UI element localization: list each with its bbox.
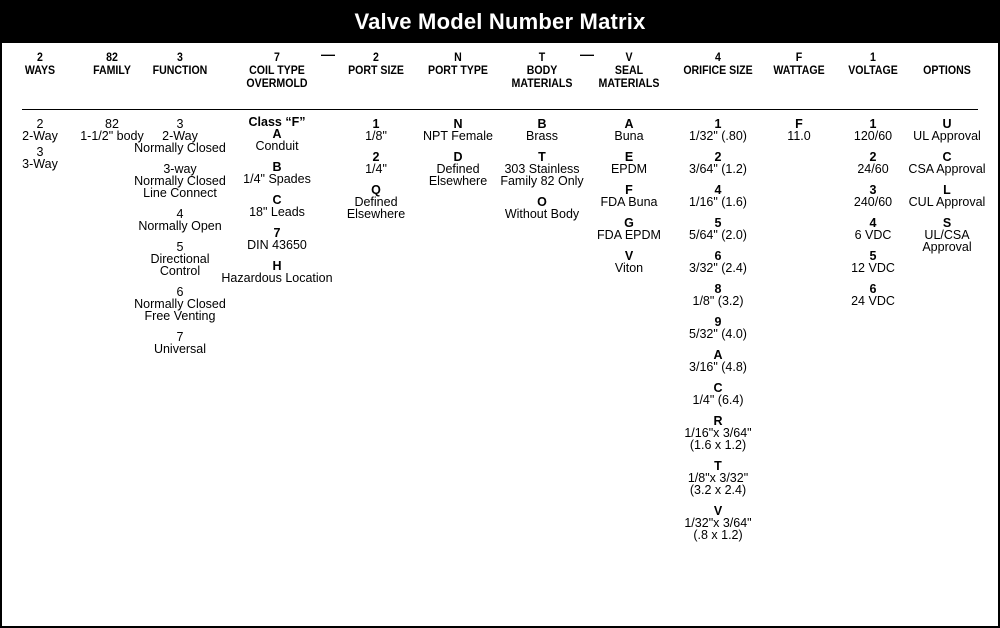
column-header [500,52,585,91]
option-entry [673,382,763,406]
option-description: NPT Female [423,129,493,143]
option-entry [496,151,588,187]
column-label: ORIFICE SIZE [683,65,753,77]
column-label: OPTIONS [923,65,971,77]
column-label: BODY [526,65,558,77]
option-code: U [942,117,952,131]
column-code: F [795,52,803,64]
option-description: Normally Open [138,219,222,233]
option-description: 1/4" Spades [243,172,311,186]
option-code: 6 [869,282,877,296]
option-entry [673,151,763,175]
option-description: 3 [36,145,44,159]
column-label: WATTAGE [773,65,825,77]
option-description: 3-Way [22,157,58,171]
option-code: F [795,117,803,131]
option-description: Free Venting [144,309,216,323]
option-description: Defined [436,162,480,176]
column-entries [331,118,421,229]
option-description: Universal [153,342,207,356]
option-description: Conduit [255,139,299,153]
option-entry [130,241,230,277]
option-entry [673,316,763,340]
option-description: 240/60 [853,195,893,209]
option-description: FDA Buna [600,195,658,209]
option-description: 6 [176,285,184,299]
option-description: 5/64" (2.0) [689,228,747,242]
option-code: 9 [714,315,722,329]
option-entry [833,250,913,274]
option-entry [496,118,588,142]
option-code: B [272,160,282,174]
option-entry [589,250,669,274]
option-description: 1/8"x 3/32" [687,471,749,485]
option-description: 3 [176,117,184,131]
option-entry [589,217,669,241]
column-header [677,52,760,78]
option-description: Normally Closed [134,174,226,188]
option-description: 2 [36,117,44,131]
option-description: UL/CSA [924,228,970,242]
option-description: CUL Approval [908,195,986,209]
separator-dash: — [321,46,335,62]
option-code: Q [371,183,381,197]
option-description: Buna [614,129,644,143]
option-description: 1-1/2" body [80,129,144,143]
option-code: A [272,127,282,141]
column-label: VOLTAGE [848,65,898,77]
option-description: 11.0 [787,129,811,143]
column-label: WAYS [24,65,56,77]
option-description: 1/32" (.80) [689,129,747,143]
option-entry [331,151,421,175]
column-label: OVERMOLD [246,78,308,90]
option-code: F [625,183,633,197]
option-description: 1/16" (1.6) [689,195,747,209]
column-entries [130,118,230,364]
page-title: Valve Model Number Matrix [354,8,646,34]
option-entry [10,146,70,170]
option-description: 1/16"x 3/64" [684,426,752,440]
option-description: 5/32" (4.0) [689,327,747,341]
option-code: C [713,381,723,395]
option-description: 303 Stainless [504,162,580,176]
option-entry [673,250,763,274]
option-entry [217,194,337,218]
option-code: 2 [714,150,722,164]
column-header [134,52,226,78]
option-code: O [537,195,547,209]
option-description: Viton [614,261,644,275]
option-entry [833,151,913,175]
column-entries [902,118,992,262]
option-description: UL Approval [913,129,981,143]
option-entry [673,283,763,307]
option-entry [413,118,503,142]
option-code: V [624,249,634,263]
option-code: 4 [869,216,877,230]
option-entry [764,118,834,142]
option-entry [589,151,669,175]
option-code: 2 [372,150,380,164]
column-header [222,52,332,91]
option-description: Normally Closed [134,141,226,155]
option-description: 24/60 [857,162,889,176]
option-entry [833,184,913,208]
column-entries [589,118,669,283]
option-entry [217,161,337,185]
option-description: Without Body [504,207,580,221]
option-code: V [713,504,723,518]
option-code: 1 [372,117,380,131]
option-description: 18" Leads [249,205,305,219]
column-code: V [625,52,633,64]
option-entry [130,118,230,154]
column-header [335,52,418,78]
column-code: 3 [177,52,183,64]
column-entries [833,118,913,316]
option-code: T [714,459,722,473]
option-description: FDA EPDM [597,228,661,242]
option-entry [833,217,913,241]
option-description: 4 [176,207,184,221]
option-entry [673,184,763,208]
option-entry [833,283,913,307]
option-entry [902,184,992,208]
column-label: MATERIALS [598,78,660,90]
column-code: 82 [106,52,118,64]
option-description: 2-Way [22,129,58,143]
option-description: Normally Closed [134,297,226,311]
option-code: T [538,150,546,164]
column-entries [764,118,834,151]
option-code: D [453,150,463,164]
option-entry [217,260,337,284]
option-code: A [713,348,723,362]
column-code: 4 [715,52,721,64]
column-code: 2 [373,52,379,64]
option-description: Control [159,264,201,278]
column-label: PORT SIZE [348,65,404,77]
column-code: 7 [274,52,280,64]
option-code: G [624,216,634,230]
option-entry [833,118,913,142]
option-code: 7 [273,226,281,240]
option-description: 1/32"x 3/64" [684,516,752,530]
option-code: 5 [714,216,722,230]
option-entry [673,118,763,142]
option-description: 3/32" (2.4) [689,261,747,275]
option-code: H [272,259,282,273]
option-description: 3/16" (4.8) [689,360,747,374]
column-label: FAMILY [93,65,131,77]
column-label: FUNCTION [152,65,208,77]
option-code: 2 [869,150,877,164]
option-code: B [537,117,547,131]
option-entry [673,460,763,496]
option-code: L [943,183,951,197]
column-label: COIL TYPE [249,65,305,77]
option-code: 8 [714,282,722,296]
option-code: 4 [714,183,722,197]
column-code: T [538,52,546,64]
option-entry [217,116,337,152]
option-description: 1/4" (6.4) [692,393,744,407]
column-header [906,52,989,78]
option-entry [130,286,230,322]
option-description: EPDM [610,162,648,176]
option-description: Brass [526,129,558,143]
option-entry [589,184,669,208]
option-entry [902,217,992,253]
option-entry [673,505,763,541]
option-description: 1/8" [365,129,387,143]
option-description: Hazardous Location [221,271,333,285]
column-header [12,52,67,78]
option-code: Class “F” [248,115,306,129]
column-label: MATERIALS [511,78,573,90]
column-code: N [454,52,462,64]
option-entry [413,151,503,187]
separator-dash: — [580,46,594,62]
option-description: 120/60 [853,129,893,143]
option-description: 2-Way [162,129,198,143]
option-code: C [272,193,282,207]
option-description: 82 [105,117,119,131]
option-description: (3.2 x 2.4) [689,483,747,497]
option-description: Elsewhere [428,174,488,188]
option-code: R [713,414,723,428]
option-description: Family 82 Only [500,174,584,188]
option-code: S [942,216,952,230]
option-entry [673,349,763,373]
option-entry [902,151,992,175]
option-description: 7 [176,330,184,344]
column-entries [413,118,503,196]
option-entry [331,118,421,142]
column-header [836,52,910,78]
option-description: CSA Approval [908,162,986,176]
option-description: Line Connect [143,186,217,200]
option-entry [130,331,230,355]
option-description: (1.6 x 1.2) [689,438,747,452]
option-description: (.8 x 1.2) [693,528,743,542]
option-code: 3 [869,183,877,197]
option-code: N [453,117,463,131]
option-entry [902,118,992,142]
option-entry [10,118,70,142]
option-code: A [624,117,634,131]
column-header [417,52,500,78]
option-description: 3-way [163,162,197,176]
option-description: 3/64" (1.2) [689,162,747,176]
option-entry [673,415,763,451]
column-header [592,52,666,91]
option-description: 24 VDC [851,294,895,308]
option-code: 1 [869,117,877,131]
option-description: 1/8" (3.2) [692,294,744,308]
option-description: 12 VDC [851,261,895,275]
option-code: 5 [869,249,877,263]
option-description: Defined [354,195,398,209]
column-label: PORT TYPE [428,65,488,77]
option-description: Elsewhere [346,207,406,221]
column-entries [217,116,337,293]
column-code: 1 [870,52,876,64]
option-entry [130,163,230,199]
column-entries [10,118,70,174]
option-description: Directional [150,252,210,266]
option-entry [331,184,421,220]
column-header [767,52,831,78]
option-entry [130,208,230,232]
matrix-panel [2,43,998,626]
column-entries [496,118,588,229]
option-code: 1 [714,117,722,131]
column-code: 2 [37,52,43,64]
option-entry [217,227,337,251]
option-entry [496,196,588,220]
option-description: 6 VDC [854,228,892,242]
option-code: 6 [714,249,722,263]
option-description: Approval [922,240,972,254]
option-description: 1/4" [365,162,387,176]
option-code: C [942,150,952,164]
option-entry [673,217,763,241]
option-code: E [624,150,634,164]
option-entry [589,118,669,142]
column-label: SEAL [614,65,644,77]
header-divider [22,109,978,110]
column-code [906,52,989,65]
column-entries [673,118,763,550]
option-description: DIN 43650 [247,238,307,252]
option-description: 5 [176,240,184,254]
